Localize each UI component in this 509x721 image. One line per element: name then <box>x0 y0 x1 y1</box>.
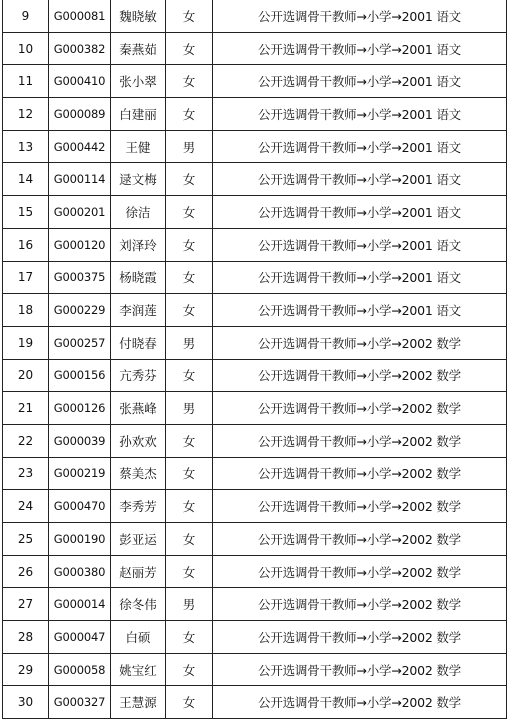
row-number-cell: 10 <box>3 32 49 65</box>
candidate-id-cell: G000156 <box>49 359 111 392</box>
position-cell: 公开选调骨干教师→小学→2001 语文 <box>213 261 507 294</box>
candidate-id-cell: G000114 <box>49 163 111 196</box>
candidate-name-cell: 张燕峰 <box>111 392 166 425</box>
table-row <box>3 523 507 556</box>
gender-cell: 女 <box>166 490 213 523</box>
row-number-cell: 9 <box>3 0 49 32</box>
candidate-id-cell: G000327 <box>49 686 111 719</box>
row-number-cell: 23 <box>3 457 49 490</box>
gender-cell: 女 <box>166 0 213 32</box>
candidate-id-cell: G000081 <box>49 0 111 32</box>
table-row <box>3 490 507 523</box>
candidate-id-cell: G000410 <box>49 65 111 98</box>
row-number-cell: 13 <box>3 130 49 163</box>
candidate-id-cell: G000442 <box>49 130 111 163</box>
gender-cell: 女 <box>166 32 213 65</box>
table-row <box>3 588 507 621</box>
document-page <box>2 0 506 719</box>
position-cell: 公开选调骨干教师→小学→2002 数学 <box>213 686 507 719</box>
gender-cell: 女 <box>166 98 213 131</box>
row-number-cell: 25 <box>3 523 49 556</box>
candidate-name-cell: 张小翠 <box>111 65 166 98</box>
row-number-cell: 14 <box>3 163 49 196</box>
gender-cell: 女 <box>166 686 213 719</box>
table-row <box>3 392 507 425</box>
position-cell: 公开选调骨干教师→小学→2002 数学 <box>213 523 507 556</box>
row-number-cell: 18 <box>3 294 49 327</box>
gender-cell: 男 <box>166 130 213 163</box>
gender-cell: 女 <box>166 228 213 261</box>
gender-cell: 男 <box>166 326 213 359</box>
candidate-name-cell: 王慧源 <box>111 686 166 719</box>
gender-cell: 女 <box>166 457 213 490</box>
table-row <box>3 457 507 490</box>
candidate-id-cell: G000219 <box>49 457 111 490</box>
candidate-name-cell: 秦燕茹 <box>111 32 166 65</box>
table-row <box>3 196 507 229</box>
candidate-name-cell: 李润莲 <box>111 294 166 327</box>
table-row <box>3 228 507 261</box>
table-row <box>3 98 507 131</box>
table-row <box>3 653 507 686</box>
gender-cell: 女 <box>166 196 213 229</box>
table-row <box>3 424 507 457</box>
candidate-name-cell: 白硕 <box>111 621 166 654</box>
row-number-cell: 11 <box>3 65 49 98</box>
table-row <box>3 0 507 32</box>
candidate-id-cell: G000375 <box>49 261 111 294</box>
position-cell: 公开选调骨干教师→小学→2001 语文 <box>213 163 507 196</box>
position-cell: 公开选调骨干教师→小学→2002 数学 <box>213 359 507 392</box>
gender-cell: 女 <box>166 294 213 327</box>
row-number-cell: 20 <box>3 359 49 392</box>
table-row <box>3 65 507 98</box>
candidate-id-cell: G000047 <box>49 621 111 654</box>
position-cell: 公开选调骨干教师→小学→2002 数学 <box>213 490 507 523</box>
gender-cell: 男 <box>166 588 213 621</box>
gender-cell: 女 <box>166 653 213 686</box>
candidate-id-cell: G000039 <box>49 424 111 457</box>
position-cell: 公开选调骨干教师→小学→2002 数学 <box>213 326 507 359</box>
candidate-name-cell: 王健 <box>111 130 166 163</box>
row-number-cell: 22 <box>3 424 49 457</box>
row-number-cell: 21 <box>3 392 49 425</box>
candidate-name-cell: 徐洁 <box>111 196 166 229</box>
candidate-name-cell: 逯文梅 <box>111 163 166 196</box>
candidate-id-cell: G000229 <box>49 294 111 327</box>
table-row <box>3 130 507 163</box>
position-cell: 公开选调骨干教师→小学→2002 数学 <box>213 555 507 588</box>
candidate-name-cell: 白建丽 <box>111 98 166 131</box>
candidate-name-cell: 彭亚运 <box>111 523 166 556</box>
position-cell: 公开选调骨干教师→小学→2002 数学 <box>213 653 507 686</box>
table-row <box>3 163 507 196</box>
candidate-id-cell: G000257 <box>49 326 111 359</box>
position-cell: 公开选调骨干教师→小学→2001 语文 <box>213 0 507 32</box>
candidate-name-cell: 孙欢欢 <box>111 424 166 457</box>
position-cell: 公开选调骨干教师→小学→2002 数学 <box>213 588 507 621</box>
row-number-cell: 30 <box>3 686 49 719</box>
candidate-name-cell: 徐冬伟 <box>111 588 166 621</box>
candidate-name-cell: 蔡美杰 <box>111 457 166 490</box>
position-cell: 公开选调骨干教师→小学→2001 语文 <box>213 196 507 229</box>
position-cell: 公开选调骨干教师→小学→2002 数学 <box>213 424 507 457</box>
row-number-cell: 15 <box>3 196 49 229</box>
gender-cell: 女 <box>166 359 213 392</box>
results-table <box>2 0 507 719</box>
candidate-id-cell: G000014 <box>49 588 111 621</box>
gender-cell: 女 <box>166 261 213 294</box>
gender-cell: 女 <box>166 523 213 556</box>
candidate-name-cell: 杨晓霞 <box>111 261 166 294</box>
row-number-cell: 19 <box>3 326 49 359</box>
candidate-id-cell: G000058 <box>49 653 111 686</box>
row-number-cell: 28 <box>3 621 49 654</box>
row-number-cell: 29 <box>3 653 49 686</box>
row-number-cell: 17 <box>3 261 49 294</box>
candidate-name-cell: 魏晓敏 <box>111 0 166 32</box>
candidate-name-cell: 付晓春 <box>111 326 166 359</box>
row-number-cell: 26 <box>3 555 49 588</box>
position-cell: 公开选调骨干教师→小学→2002 数学 <box>213 621 507 654</box>
candidate-name-cell: 李秀芳 <box>111 490 166 523</box>
candidate-id-cell: G000089 <box>49 98 111 131</box>
table-row <box>3 359 507 392</box>
gender-cell: 女 <box>166 65 213 98</box>
row-number-cell: 24 <box>3 490 49 523</box>
table-row <box>3 621 507 654</box>
position-cell: 公开选调骨干教师→小学→2001 语文 <box>213 32 507 65</box>
table-row <box>3 555 507 588</box>
position-cell: 公开选调骨干教师→小学→2001 语文 <box>213 65 507 98</box>
row-number-cell: 27 <box>3 588 49 621</box>
position-cell: 公开选调骨干教师→小学→2001 语文 <box>213 130 507 163</box>
row-number-cell: 16 <box>3 228 49 261</box>
gender-cell: 女 <box>166 424 213 457</box>
candidate-id-cell: G000120 <box>49 228 111 261</box>
candidate-name-cell: 亢秀芬 <box>111 359 166 392</box>
candidate-name-cell: 姚宝红 <box>111 653 166 686</box>
candidate-name-cell: 赵丽芳 <box>111 555 166 588</box>
position-cell: 公开选调骨干教师→小学→2001 语文 <box>213 228 507 261</box>
table-row <box>3 294 507 327</box>
position-cell: 公开选调骨干教师→小学→2002 数学 <box>213 392 507 425</box>
table-row <box>3 686 507 719</box>
candidate-name-cell: 刘泽玲 <box>111 228 166 261</box>
row-number-cell: 12 <box>3 98 49 131</box>
candidate-id-cell: G000382 <box>49 32 111 65</box>
gender-cell: 男 <box>166 392 213 425</box>
candidate-id-cell: G000470 <box>49 490 111 523</box>
candidate-id-cell: G000201 <box>49 196 111 229</box>
table-row <box>3 261 507 294</box>
table-row <box>3 32 507 65</box>
candidate-id-cell: G000126 <box>49 392 111 425</box>
candidate-id-cell: G000190 <box>49 523 111 556</box>
position-cell: 公开选调骨干教师→小学→2001 语文 <box>213 294 507 327</box>
gender-cell: 女 <box>166 555 213 588</box>
gender-cell: 女 <box>166 163 213 196</box>
gender-cell: 女 <box>166 621 213 654</box>
table-body <box>3 0 507 719</box>
position-cell: 公开选调骨干教师→小学→2002 数学 <box>213 457 507 490</box>
table-row <box>3 326 507 359</box>
candidate-id-cell: G000380 <box>49 555 111 588</box>
position-cell: 公开选调骨干教师→小学→2001 语文 <box>213 98 507 131</box>
